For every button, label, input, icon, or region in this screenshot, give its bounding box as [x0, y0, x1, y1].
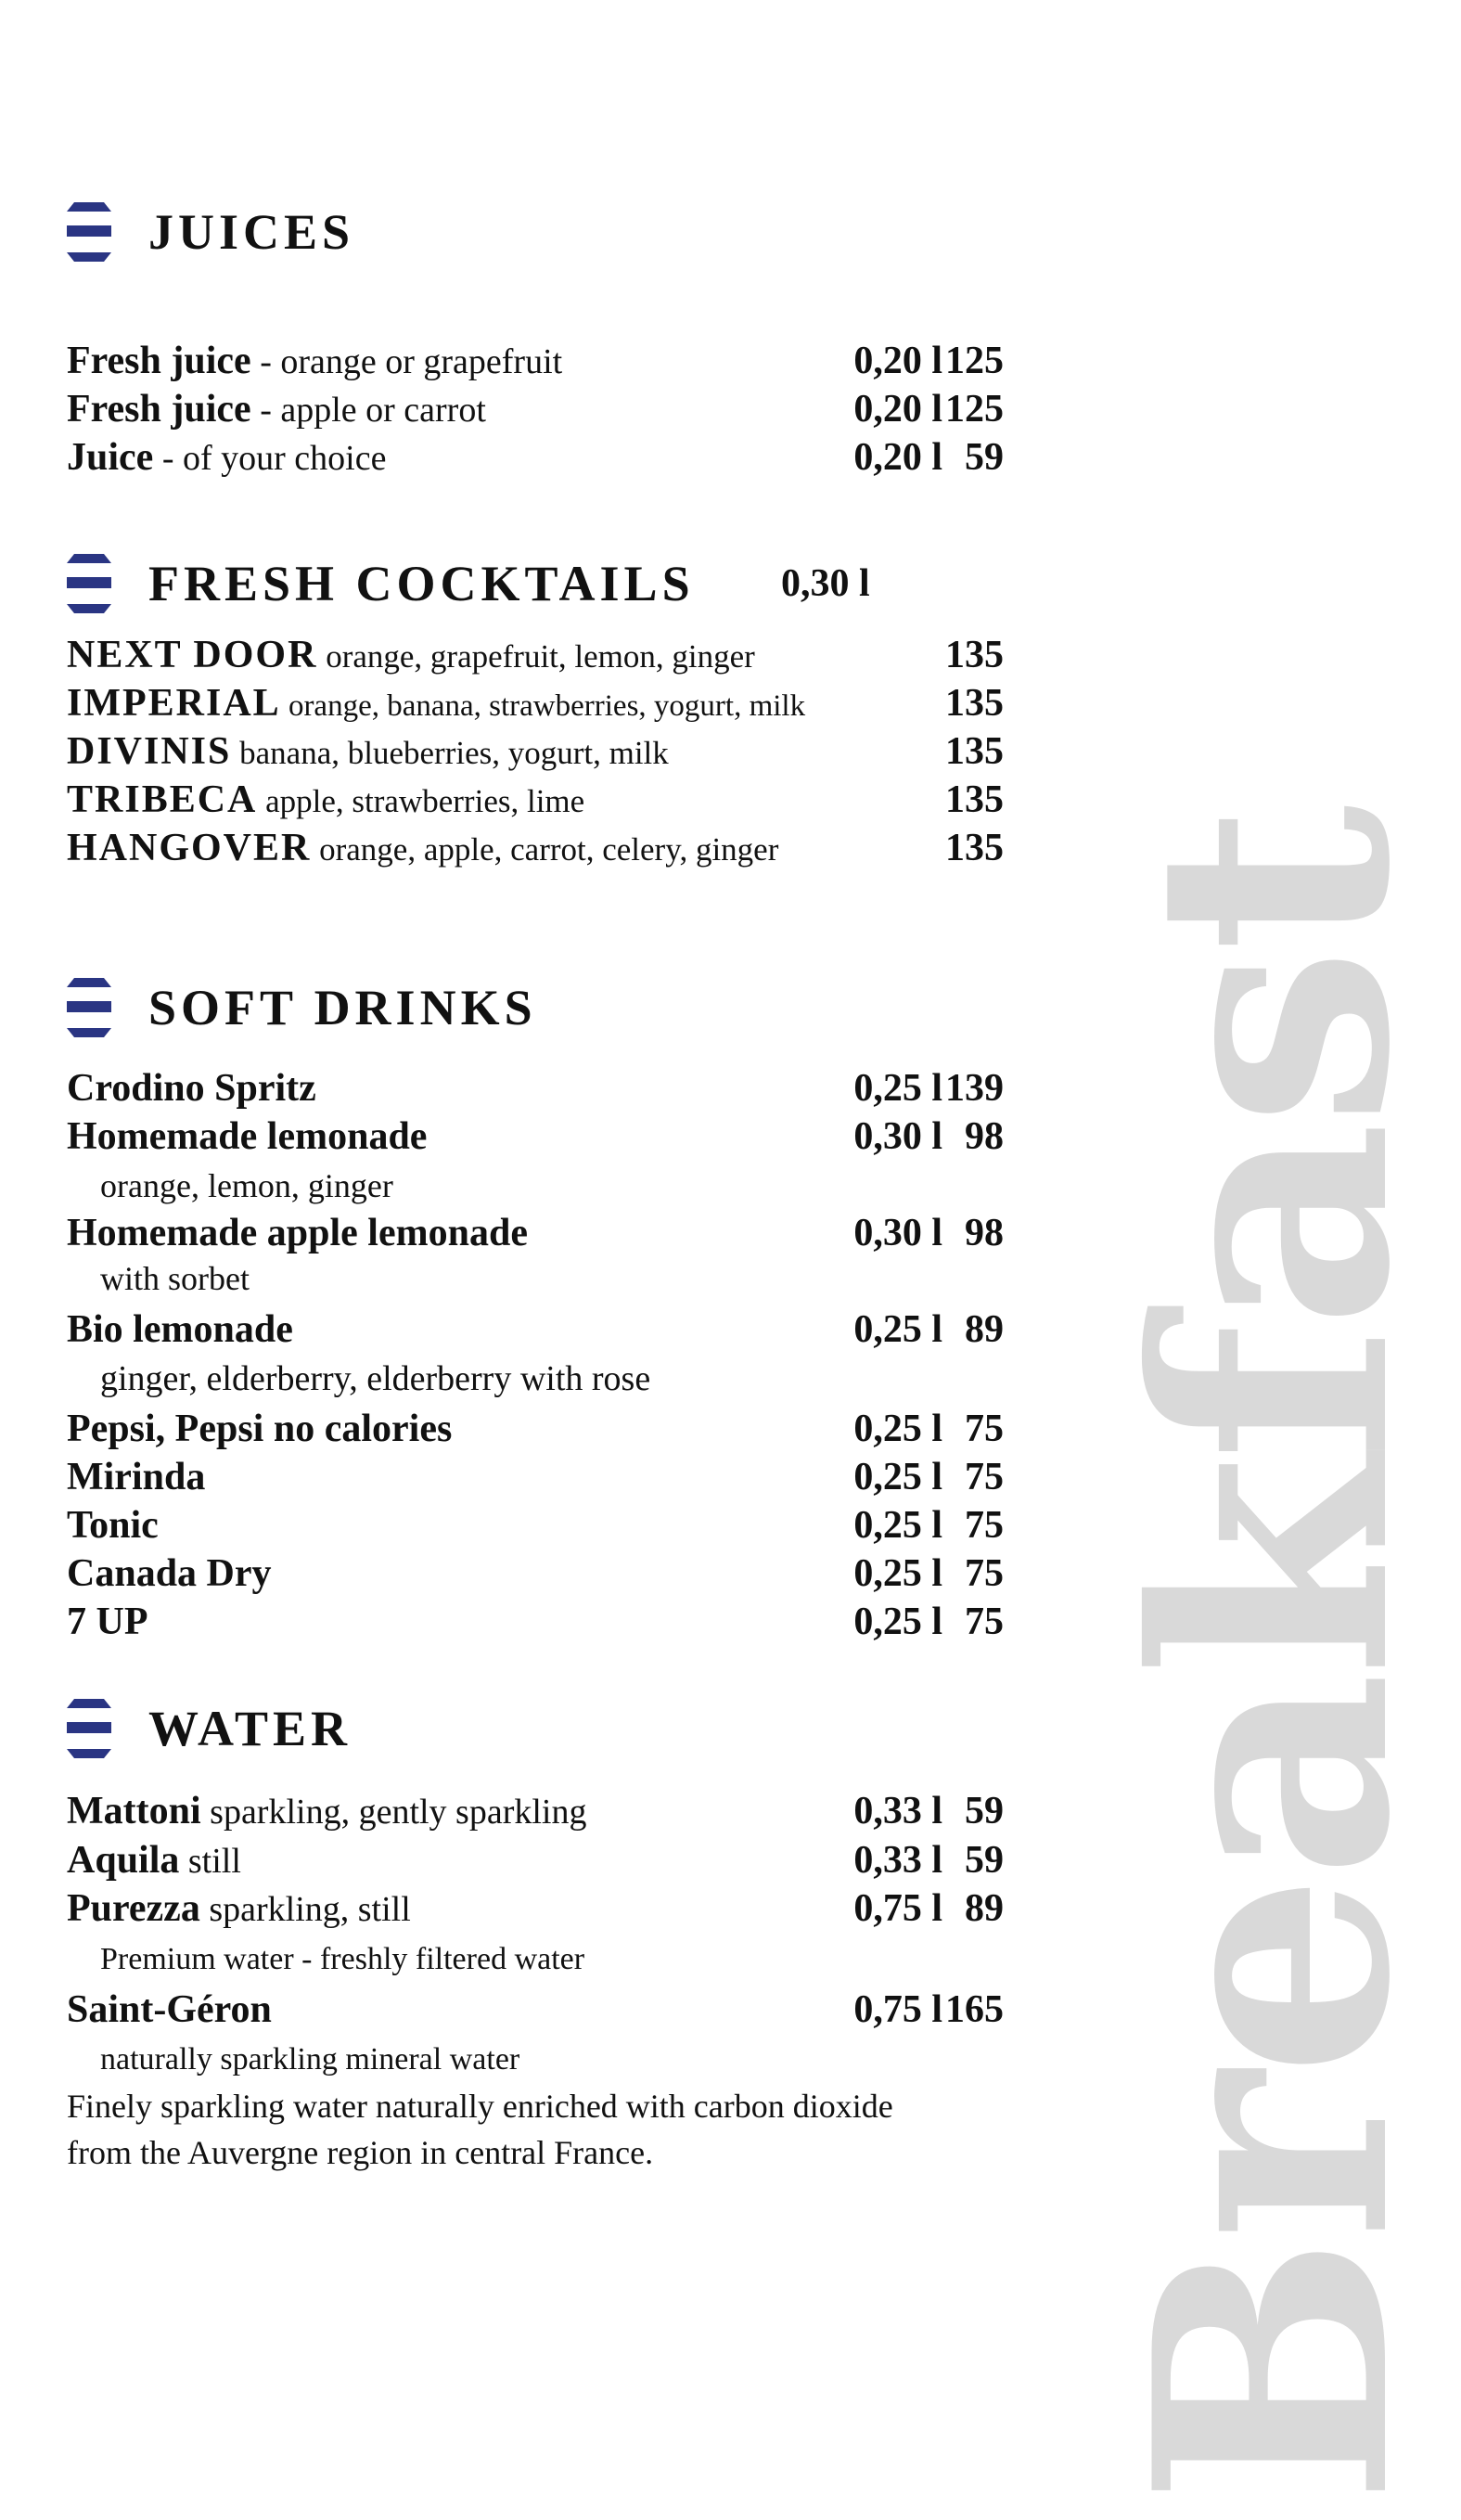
menu-item [67, 1787, 1004, 1835]
item-description: apple, strawberries, lime [257, 783, 585, 819]
item-price: 75 [965, 1601, 1004, 1643]
menu-item [67, 1884, 1004, 1933]
item-name: Homemade apple lemonade [67, 1212, 528, 1254]
item-name: Fresh juice [67, 388, 251, 431]
item-name: Bio lemonade [67, 1308, 293, 1351]
item-name: Tonic [67, 1504, 159, 1547]
menu-item [67, 385, 1004, 433]
menu-item [67, 776, 1004, 824]
menu-item [67, 1064, 1004, 1112]
item-volume: 0,33 l [853, 1790, 942, 1832]
item-price: 135 [945, 634, 1004, 676]
item-description: banana, blueberries, yogurt, milk [231, 735, 669, 771]
item-price: 125 [945, 388, 1004, 431]
item-description: sparkling, still [199, 1890, 411, 1929]
item-name: IMPERIAL [67, 682, 281, 725]
item-volume: 0,25 l [853, 1456, 942, 1498]
item-volume: 0,25 l [853, 1067, 942, 1110]
item-name: Mirinda [67, 1456, 206, 1498]
menu-item [67, 824, 1004, 872]
soft-drinks-title: SOFT DRINKS [148, 980, 537, 1035]
item-subtitle: naturally sparkling mineral water [100, 2042, 520, 2076]
cocktails-volume: 0,30 l [781, 562, 870, 605]
item-price: 135 [945, 778, 1004, 821]
item-price: 75 [965, 1408, 1004, 1450]
section-bullet-icon [67, 554, 111, 613]
item-price: 139 [945, 1067, 1004, 1110]
item-price: 75 [965, 1504, 1004, 1547]
item-subtitle: ginger, elderberry, elderberry with rose [100, 1359, 651, 1398]
item-name: Crodino Spritz [67, 1067, 316, 1110]
item-name: DIVINIS [67, 730, 232, 773]
item-price: 89 [965, 1308, 1004, 1351]
item-name: HANGOVER [67, 827, 312, 869]
item-name: Canada Dry [67, 1552, 272, 1595]
item-volume: 0,25 l [853, 1308, 942, 1351]
item-volume: 0,33 l [853, 1839, 942, 1882]
menu-item [67, 1598, 1004, 1646]
item-name: Fresh juice [67, 340, 251, 382]
menu-item [67, 727, 1004, 776]
item-price: 98 [965, 1115, 1004, 1158]
item-price: 75 [965, 1552, 1004, 1595]
menu-item [67, 1305, 1004, 1354]
menu-item [67, 433, 1004, 482]
item-description: orange, grapefruit, lemon, ginger [317, 638, 755, 675]
water-title: WATER [148, 1701, 352, 1756]
item-price: 75 [965, 1456, 1004, 1498]
item-price: 59 [965, 436, 1004, 479]
item-description: - orange or grapefruit [250, 342, 563, 381]
item-volume: 0,20 l [853, 340, 942, 382]
menu-item [67, 1112, 1004, 1161]
item-subtitle: with sorbet [100, 1260, 250, 1297]
item-description: orange, apple, carrot, celery, ginger [311, 831, 779, 868]
item-price: 165 [945, 1988, 1004, 2031]
item-subtitle: Premium water - freshly filtered water [100, 1942, 585, 1976]
item-name: Juice [67, 436, 154, 479]
item-name: TRIBECA [67, 778, 258, 821]
item-price: 135 [945, 827, 1004, 869]
section-bullet-icon [67, 978, 111, 1037]
menu-item [67, 1836, 1004, 1884]
breakfast-watermark: Breakfast [1085, 810, 1461, 2505]
menu-item [67, 679, 1004, 727]
item-price: 125 [945, 340, 1004, 382]
item-volume: 0,25 l [853, 1504, 942, 1547]
item-price: 135 [945, 682, 1004, 725]
item-name: Purezza [67, 1887, 200, 1930]
item-description: orange, banana, strawberries, yogurt, milk [280, 689, 806, 723]
menu-item [67, 1453, 1004, 1501]
menu-item [67, 1209, 1004, 1257]
item-name: Aquila [67, 1839, 180, 1882]
section-bullet-icon [67, 1699, 111, 1758]
item-volume: 0,75 l [853, 1988, 942, 2031]
menu-item [67, 1501, 1004, 1549]
item-volume: 0,20 l [853, 436, 942, 479]
item-name: Pepsi, Pepsi no calories [67, 1408, 453, 1450]
item-volume: 0,75 l [853, 1887, 942, 1930]
cocktails-header [67, 554, 1004, 613]
menu-item [67, 337, 1004, 385]
item-description: still [179, 1842, 241, 1881]
item-description: - apple or carrot [250, 391, 486, 430]
item-volume: 0,25 l [853, 1408, 942, 1450]
item-name: Saint-Géron [67, 1988, 272, 2031]
item-price: 98 [965, 1212, 1004, 1254]
item-price: 59 [965, 1790, 1004, 1832]
item-volume: 0,30 l [853, 1212, 942, 1254]
item-name: Mattoni [67, 1790, 201, 1832]
water-note: Finely sparkling water naturally enriched with carbon dioxide from the Auvergne region in central France. [67, 2088, 893, 2171]
item-volume: 0,25 l [853, 1552, 942, 1595]
menu-item [67, 1986, 1004, 2034]
item-name: Homemade lemonade [67, 1115, 428, 1158]
item-description: sparkling, gently sparkling [200, 1793, 587, 1832]
menu-item [67, 1549, 1004, 1598]
item-name: NEXT DOOR [67, 634, 318, 676]
item-name: 7 UP [67, 1601, 148, 1643]
menu-item [67, 1405, 1004, 1453]
item-description: - of your choice [153, 439, 387, 478]
item-price: 89 [965, 1887, 1004, 1930]
cocktails-title: FRESH COCKTAILS [148, 556, 695, 611]
item-price: 135 [945, 730, 1004, 773]
item-volume: 0,30 l [853, 1115, 942, 1158]
section-bullet-icon [67, 202, 111, 262]
item-volume: 0,25 l [853, 1601, 942, 1643]
item-subtitle: orange, lemon, ginger [100, 1167, 393, 1204]
juices-title: JUICES [148, 204, 355, 260]
item-volume: 0,20 l [853, 388, 942, 431]
item-price: 59 [965, 1839, 1004, 1882]
menu-item [67, 631, 1004, 679]
